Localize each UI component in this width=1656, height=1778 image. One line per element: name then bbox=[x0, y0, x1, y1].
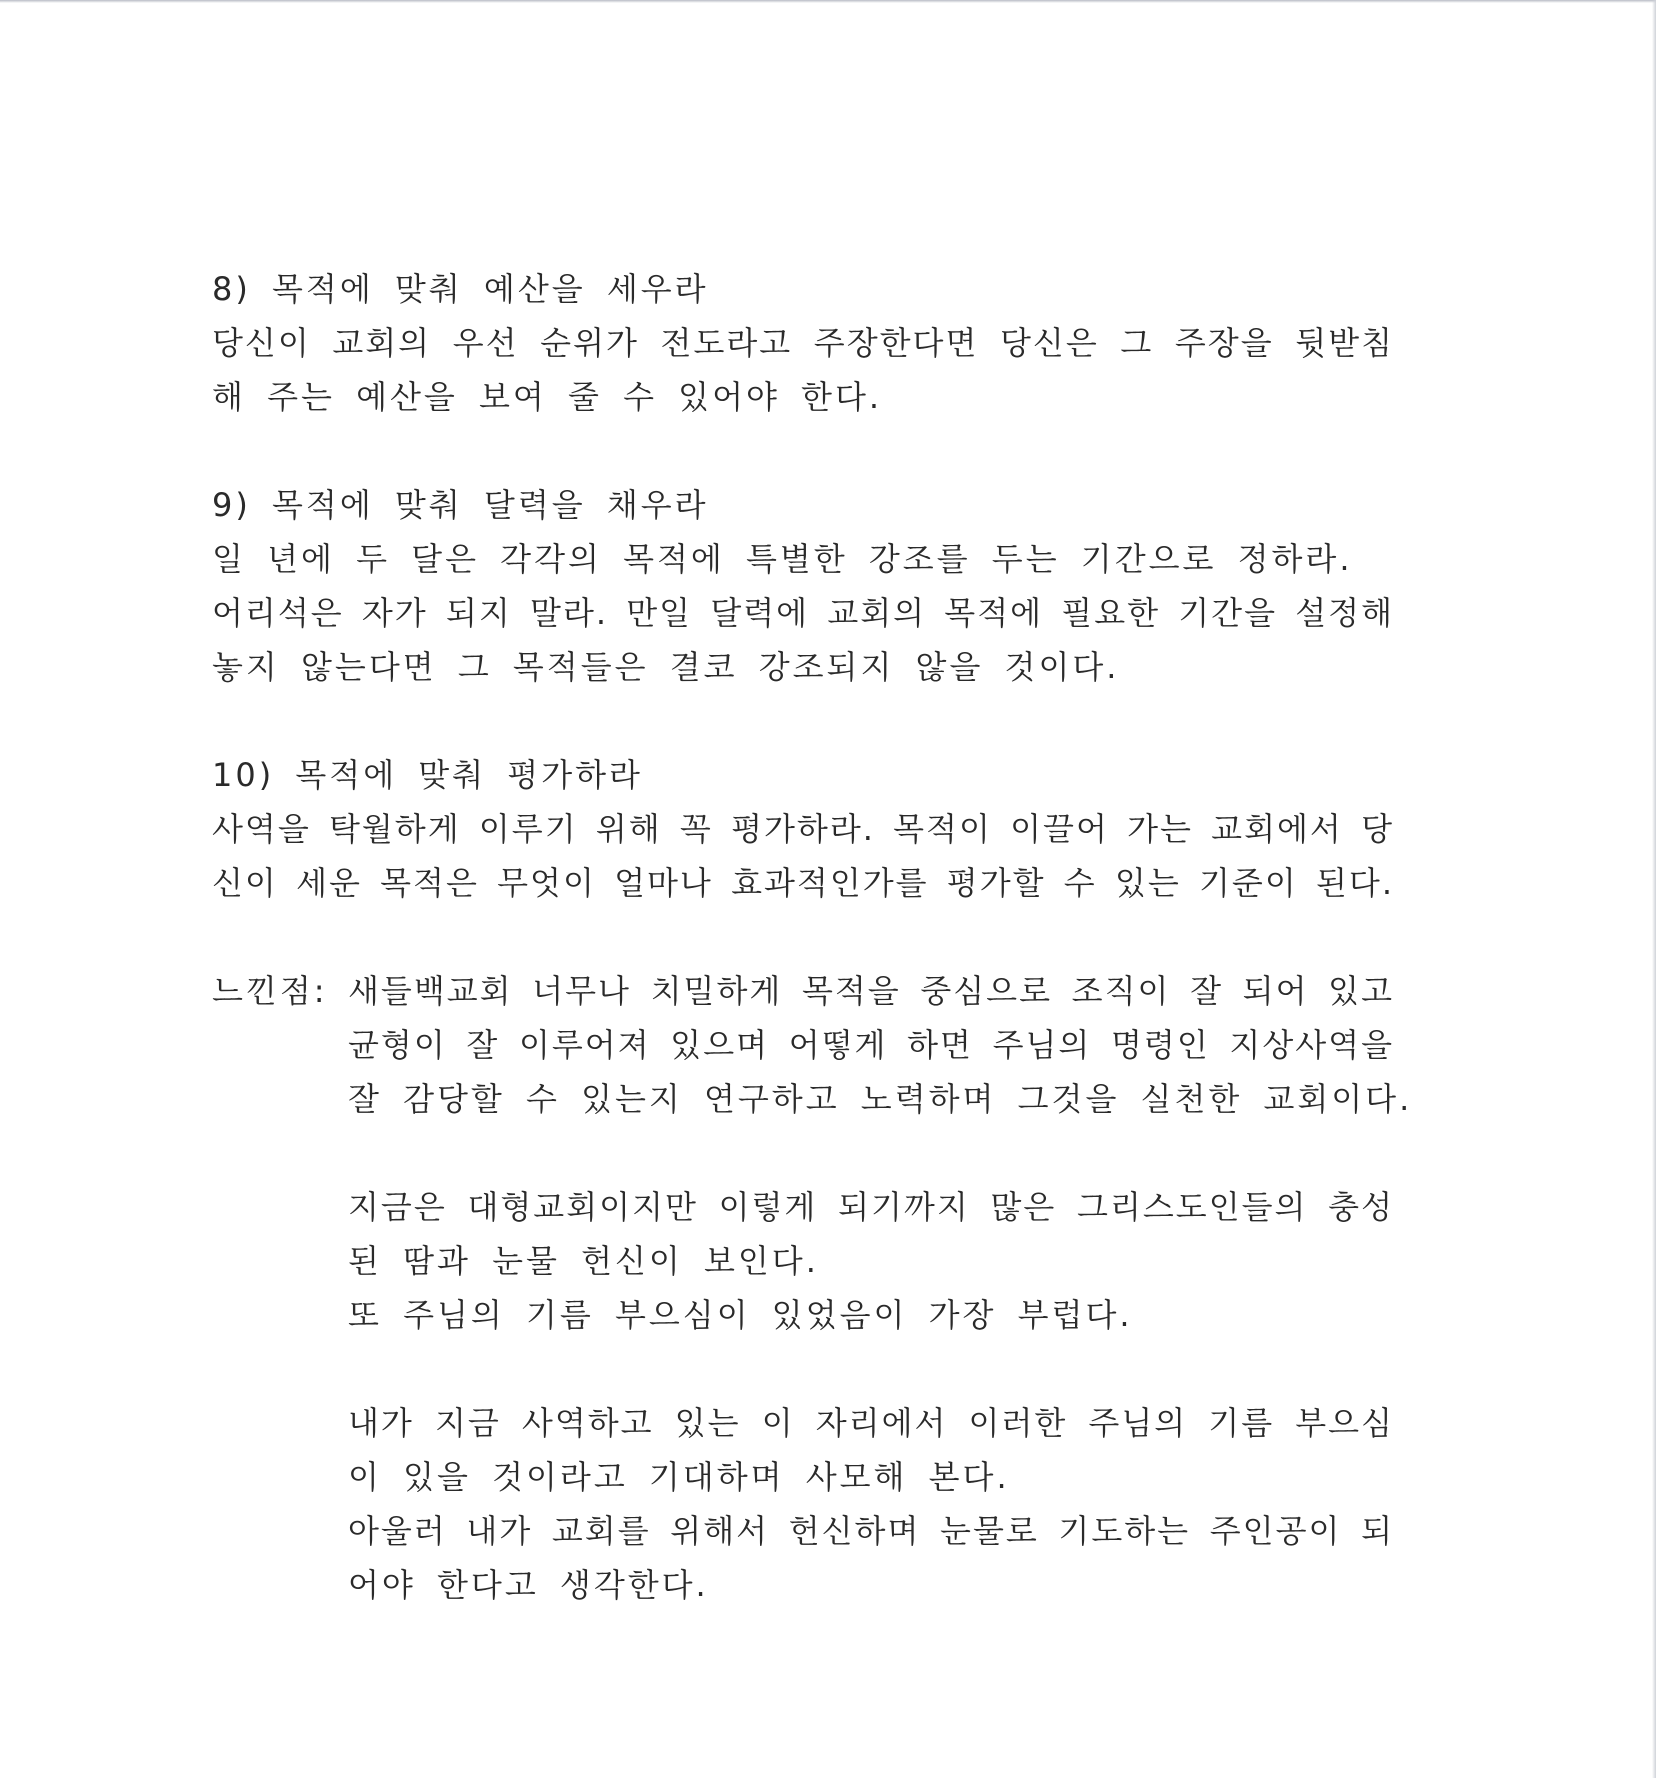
scan-edge-top bbox=[0, 0, 1656, 3]
paragraph-gap bbox=[212, 694, 1412, 748]
reflection-line: 새들백교회 너무나 치밀하게 목적을 중심으로 조직이 잘 되어 있고 bbox=[348, 972, 1394, 1010]
reflection bbox=[212, 964, 1412, 1612]
reflection-line: 잘 감당할 수 있는지 연구하고 노력하며 그것을 실천한 교회이다. bbox=[348, 1080, 1413, 1118]
reflection-line: 내가 지금 사역하고 있는 이 자리에서 이러한 주님의 기름 부으심 bbox=[348, 1404, 1394, 1442]
section-line: 해 주는 예산을 보여 줄 수 있어야 한다. bbox=[212, 378, 883, 416]
paragraph-gap bbox=[212, 1126, 1412, 1180]
reflection-line: 어야 한다고 생각한다. bbox=[348, 1566, 709, 1604]
reflection-line: 이 있을 것이라고 기대하며 사모해 본다. bbox=[348, 1458, 1010, 1496]
section-line: 어리석은 자가 되지 말라. 만일 달력에 교회의 목적에 필요한 기간을 설정해 bbox=[212, 594, 1394, 632]
reflection-line: 된 땀과 눈물 헌신이 보인다. bbox=[348, 1242, 819, 1280]
section-line: 사역을 탁월하게 이루기 위해 꼭 평가하라. 목적이 이끌어 가는 교회에서 당 bbox=[212, 810, 1394, 848]
section-heading: 8) 목적에 맞춰 예산을 세우라 bbox=[212, 270, 709, 308]
reflection-paragraph bbox=[212, 1396, 1412, 1612]
paragraph-gap bbox=[212, 424, 1412, 478]
section-9 bbox=[212, 478, 1412, 694]
section-8 bbox=[212, 262, 1412, 424]
scan-edge-right bbox=[1652, 0, 1656, 1778]
section-heading: 10) 목적에 맞춰 평가하라 bbox=[212, 756, 643, 794]
reflection-line: 지금은 대형교회이지만 이렇게 되기까지 많은 그리스도인들의 충성 bbox=[348, 1188, 1394, 1226]
section-heading: 9) 목적에 맞춰 달력을 채우라 bbox=[212, 486, 709, 524]
section-line: 신이 세운 목적은 무엇이 얼마나 효과적인가를 평가할 수 있는 기준이 된다. bbox=[212, 864, 1394, 902]
section-line: 놓지 않는다면 그 목적들은 결코 강조되지 않을 것이다. bbox=[212, 648, 1120, 686]
section-line: 당신이 교회의 우선 순위가 전도라고 주장한다면 당신은 그 주장을 뒷받침 bbox=[212, 324, 1394, 362]
document-page bbox=[212, 262, 1412, 1612]
paragraph-gap bbox=[212, 910, 1412, 964]
section-10 bbox=[212, 748, 1412, 910]
reflection-line: 균형이 잘 이루어져 있으며 어떻게 하면 주님의 명령인 지상사역을 bbox=[348, 1026, 1394, 1064]
paragraph-gap bbox=[212, 1342, 1412, 1396]
reflection-paragraph bbox=[212, 964, 1412, 1126]
section-line: 일 년에 두 달은 각각의 목적에 특별한 강조를 두는 기간으로 정하라. bbox=[212, 540, 1353, 578]
reflection-label: 느낀점: bbox=[212, 972, 328, 1010]
reflection-line: 아울러 내가 교회를 위해서 헌신하며 눈물로 기도하는 주인공이 되 bbox=[348, 1512, 1394, 1550]
reflection-line: 또 주님의 기름 부으심이 있었음이 가장 부럽다. bbox=[348, 1296, 1133, 1334]
reflection-paragraph bbox=[212, 1180, 1412, 1342]
